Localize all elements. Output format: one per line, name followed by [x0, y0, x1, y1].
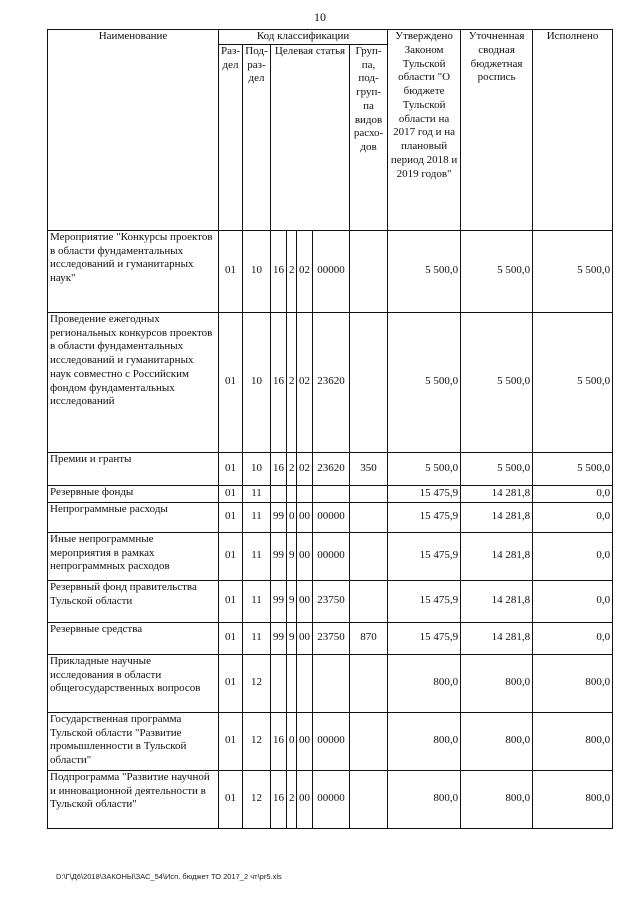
table-row	[48, 452, 613, 485]
header-refined: Уточненная сводная бюджетная роспись	[461, 30, 533, 231]
row-razdel: 01	[219, 654, 243, 712]
row-expense-type	[350, 654, 388, 712]
row-expense-type: 350	[350, 452, 388, 485]
row-target-program: 99	[271, 580, 287, 622]
row-target-subprogram: 2	[287, 230, 297, 312]
row-refined: 800,0	[461, 654, 533, 712]
header-target: Целевая статья	[271, 44, 350, 230]
row-target-direction: 23620	[313, 312, 350, 452]
header-name: Наименование	[48, 30, 219, 231]
row-expense-type	[350, 485, 388, 502]
row-expense-type: 870	[350, 622, 388, 654]
row-razdel: 01	[219, 230, 243, 312]
row-approved: 800,0	[388, 712, 461, 770]
table-row	[48, 312, 613, 452]
row-target-program: 99	[271, 502, 287, 532]
row-razdel: 01	[219, 502, 243, 532]
row-refined: 14 281,8	[461, 580, 533, 622]
row-target-subprogram	[287, 654, 297, 712]
row-target-subprogram: 0	[287, 502, 297, 532]
row-target-main: 00	[297, 580, 313, 622]
row-target-direction: 00000	[313, 230, 350, 312]
row-target-direction: 23620	[313, 452, 350, 485]
row-name: Мероприятие "Конкурсы проектов в области фундаментальных исследований и гуманитарных наук"	[48, 230, 219, 312]
header-approved: Утверждено Законом Тульской области "О бюджете Тульской области на 2017 год и на плановый период 2018 и 2019 годов"	[388, 30, 461, 231]
row-expense-type	[350, 712, 388, 770]
table-body	[48, 230, 613, 828]
row-executed: 0,0	[533, 532, 613, 580]
footer-path: D:\Г\Д6\2018\ЗАКОНЫ\ЗАС_54\Исп. бюджет ТО 2017_2 чт\pr5.xls	[56, 872, 282, 881]
row-target-main: 00	[297, 532, 313, 580]
row-podrazdel: 12	[243, 770, 271, 828]
row-target-main: 00	[297, 502, 313, 532]
row-name: Проведение ежегодных региональных конкурсов проектов в области фундаментальных исследований и гуманитарных наук совместно с Российским фондом фундаментальных исследований	[48, 312, 219, 452]
row-name: Резервные средства	[48, 622, 219, 654]
row-refined: 14 281,8	[461, 502, 533, 532]
row-executed: 800,0	[533, 712, 613, 770]
row-expense-type	[350, 770, 388, 828]
row-target-subprogram: 9	[287, 532, 297, 580]
row-razdel: 01	[219, 712, 243, 770]
row-approved: 5 500,0	[388, 312, 461, 452]
row-target-subprogram: 9	[287, 622, 297, 654]
row-target-main: 00	[297, 712, 313, 770]
row-approved: 15 475,9	[388, 502, 461, 532]
table-row	[48, 502, 613, 532]
header-vid: Груп-па, под-груп-па видов расхо-дов	[350, 44, 388, 230]
row-approved: 5 500,0	[388, 230, 461, 312]
row-podrazdel: 11	[243, 532, 271, 580]
row-executed: 0,0	[533, 485, 613, 502]
row-razdel: 01	[219, 452, 243, 485]
row-name: Государственная программа Тульской области "Развитие промышленности в Тульской области"	[48, 712, 219, 770]
row-refined: 800,0	[461, 712, 533, 770]
row-expense-type	[350, 230, 388, 312]
page-number: 10	[314, 10, 326, 24]
row-approved: 5 500,0	[388, 452, 461, 485]
row-name: Иные непрограммные мероприятия в рамках непрограммных расходов	[48, 532, 219, 580]
row-name: Резервные фонды	[48, 485, 219, 502]
table-row	[48, 712, 613, 770]
row-executed: 0,0	[533, 580, 613, 622]
row-target-direction: 23750	[313, 622, 350, 654]
table-row	[48, 622, 613, 654]
row-target-subprogram	[287, 485, 297, 502]
table-row	[48, 485, 613, 502]
row-target-subprogram: 2	[287, 312, 297, 452]
row-podrazdel: 11	[243, 622, 271, 654]
row-target-main: 02	[297, 230, 313, 312]
row-refined: 14 281,8	[461, 485, 533, 502]
row-executed: 800,0	[533, 770, 613, 828]
row-target-main: 02	[297, 312, 313, 452]
row-razdel: 01	[219, 485, 243, 502]
row-razdel: 01	[219, 532, 243, 580]
row-expense-type	[350, 502, 388, 532]
row-target-program: 16	[271, 312, 287, 452]
row-executed: 5 500,0	[533, 452, 613, 485]
table-row	[48, 580, 613, 622]
row-name: Подпрограмма "Развитие научной и инновационной деятельности в Тульской области"	[48, 770, 219, 828]
row-target-direction: 00000	[313, 770, 350, 828]
row-target-direction: 00000	[313, 532, 350, 580]
row-target-main: 00	[297, 770, 313, 828]
row-expense-type	[350, 312, 388, 452]
row-refined: 5 500,0	[461, 230, 533, 312]
row-podrazdel: 11	[243, 580, 271, 622]
row-podrazdel: 10	[243, 312, 271, 452]
row-target-program: 16	[271, 712, 287, 770]
row-target-program	[271, 654, 287, 712]
table-row	[48, 532, 613, 580]
budget-table	[47, 29, 613, 829]
row-approved: 15 475,9	[388, 580, 461, 622]
row-target-main	[297, 654, 313, 712]
row-razdel: 01	[219, 312, 243, 452]
row-razdel: 01	[219, 770, 243, 828]
table-row	[48, 654, 613, 712]
row-target-main	[297, 485, 313, 502]
row-podrazdel: 12	[243, 654, 271, 712]
row-podrazdel: 12	[243, 712, 271, 770]
row-podrazdel: 10	[243, 230, 271, 312]
row-target-main: 02	[297, 452, 313, 485]
row-name: Прикладные научные исследования в области общегосударственных вопросов	[48, 654, 219, 712]
header-razdel: Раз-дел	[219, 44, 243, 230]
row-name: Резервный фонд правительства Тульской области	[48, 580, 219, 622]
row-target-subprogram: 0	[287, 712, 297, 770]
header-podrazdel: Под-раз-дел	[243, 44, 271, 230]
row-expense-type	[350, 532, 388, 580]
row-podrazdel: 10	[243, 452, 271, 485]
row-refined: 14 281,8	[461, 622, 533, 654]
row-refined: 14 281,8	[461, 532, 533, 580]
row-executed: 800,0	[533, 654, 613, 712]
row-podrazdel: 11	[243, 485, 271, 502]
row-name: Премии и гранты	[48, 452, 219, 485]
row-target-subprogram: 2	[287, 452, 297, 485]
header-executed: Исполнено	[533, 30, 613, 231]
table-row	[48, 230, 613, 312]
row-podrazdel: 11	[243, 502, 271, 532]
row-target-direction: 00000	[313, 712, 350, 770]
row-approved: 800,0	[388, 654, 461, 712]
table-row	[48, 770, 613, 828]
header-code-group: Код классификации	[219, 30, 388, 45]
row-executed: 5 500,0	[533, 312, 613, 452]
row-target-subprogram: 9	[287, 580, 297, 622]
row-target-direction	[313, 485, 350, 502]
row-approved: 15 475,9	[388, 532, 461, 580]
row-target-main: 00	[297, 622, 313, 654]
row-refined: 5 500,0	[461, 312, 533, 452]
row-expense-type	[350, 580, 388, 622]
row-target-direction: 23750	[313, 580, 350, 622]
row-refined: 800,0	[461, 770, 533, 828]
row-executed: 0,0	[533, 622, 613, 654]
row-razdel: 01	[219, 580, 243, 622]
row-name: Непрограммные расходы	[48, 502, 219, 532]
row-approved: 15 475,9	[388, 485, 461, 502]
row-target-program	[271, 485, 287, 502]
row-target-program: 16	[271, 770, 287, 828]
row-target-direction	[313, 654, 350, 712]
row-approved: 15 475,9	[388, 622, 461, 654]
row-approved: 800,0	[388, 770, 461, 828]
row-refined: 5 500,0	[461, 452, 533, 485]
row-target-program: 99	[271, 532, 287, 580]
row-target-program: 16	[271, 452, 287, 485]
row-executed: 0,0	[533, 502, 613, 532]
row-target-subprogram: 2	[287, 770, 297, 828]
row-razdel: 01	[219, 622, 243, 654]
row-executed: 5 500,0	[533, 230, 613, 312]
row-target-program: 99	[271, 622, 287, 654]
row-target-program: 16	[271, 230, 287, 312]
row-target-direction: 00000	[313, 502, 350, 532]
